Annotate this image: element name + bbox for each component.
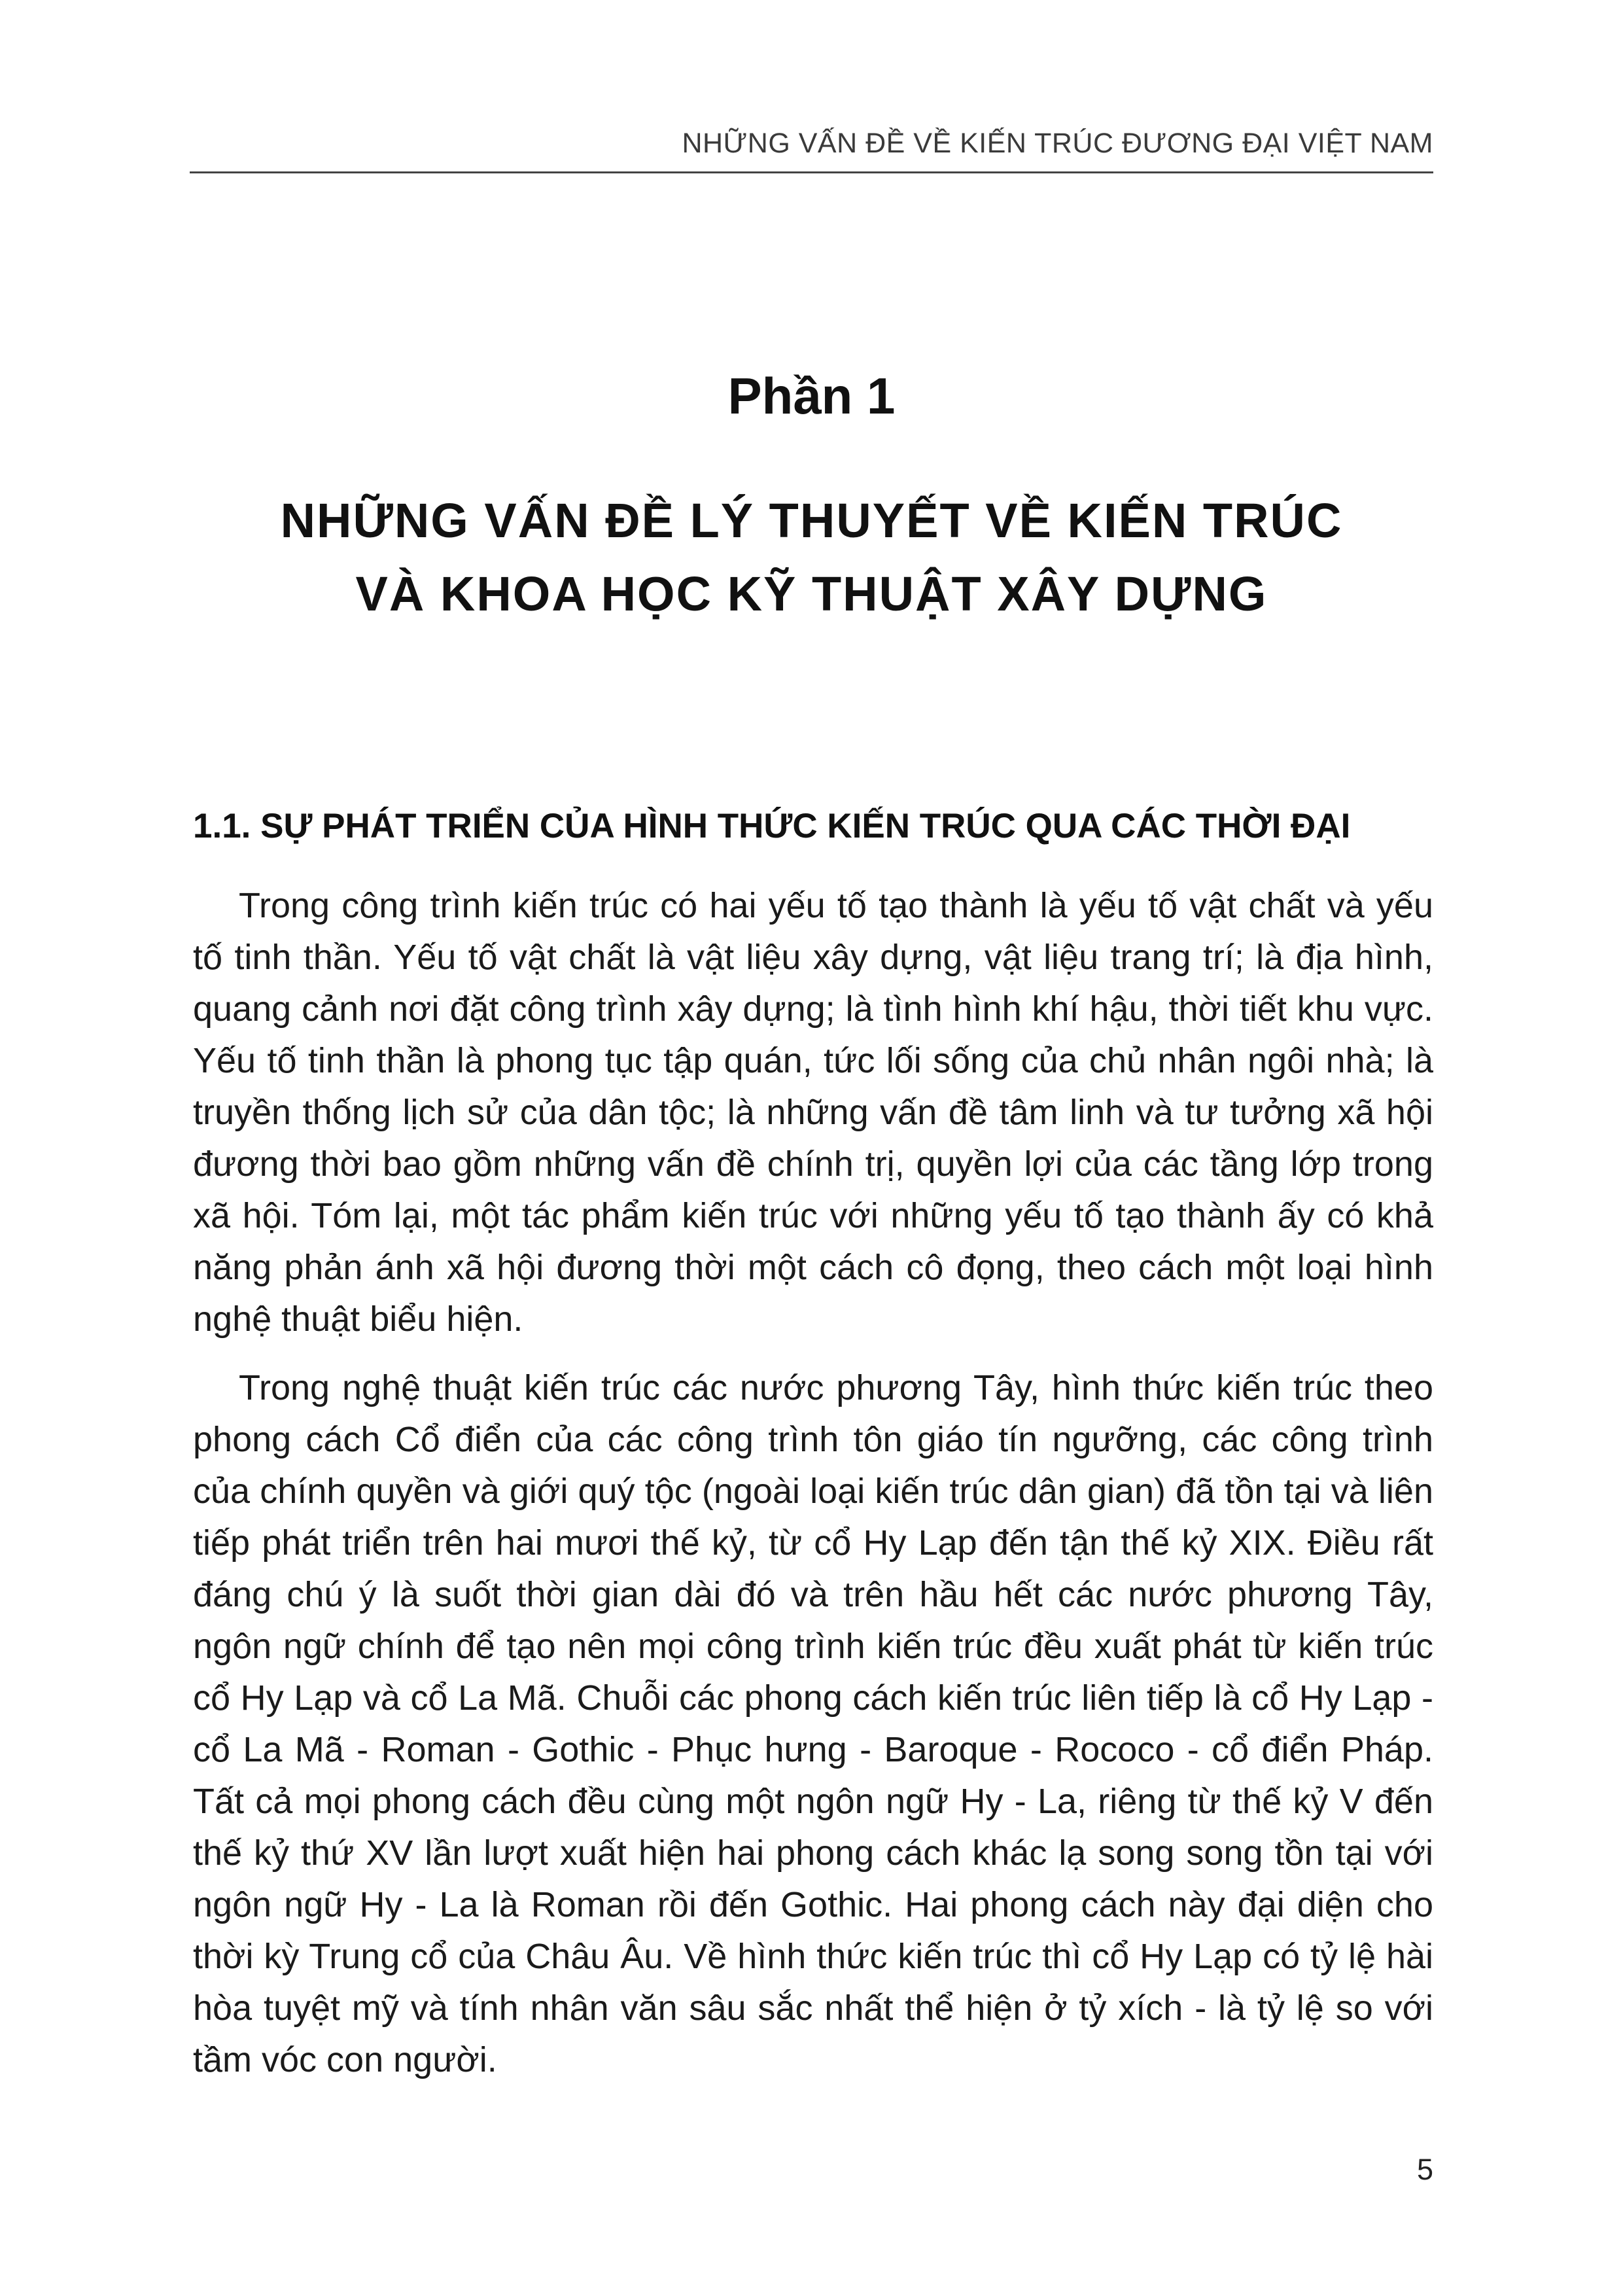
part-title [190, 484, 1433, 631]
header-divider [190, 171, 1433, 173]
part-title-line-2: VÀ KHOA HỌC KỸ THUẬT XÂY DỰNG [355, 567, 1268, 621]
running-header: NHỮNG VẤN ĐỀ VỀ KIẾN TRÚC ĐƯƠNG ĐẠI VIỆT NAM [682, 128, 1433, 159]
part-label: Phần 1 [727, 367, 896, 425]
part-title-line-1: NHỮNG VẤN ĐỀ LÝ THUYẾT VỀ KIẾN TRÚC [280, 493, 1343, 548]
body-text [193, 880, 1433, 2103]
paragraph: Trong công trình kiến trúc có hai yếu tố tạo thành là yếu tố vật chất và yếu tố tinh thần. Yếu tố vật chất là vật liệu xây dựng, vật liệu trang trí; là địa hình, quang cảnh nơi đặt công trình xây dựng; là tình hình khí hậu, thời tiết khu vực. Yếu tố tinh thần là phong tục tập quán, tức lối sống của chủ nhân ngôi nhà; là truyền thống lịch sử của dân tộc; là những vấn đề tâm linh và tư tưởng xã hội đương thời bao gồm những vấn đề chính trị, quyền lợi của các tầng lớp trong xã hội. Tóm lại, một tác phẩm kiến trúc với những yếu tố tạo thành ấy có khả năng phản ánh xã hội đương thời một cách cô đọng, theo cách một loại hình nghệ thuật biểu hiện. [193, 886, 1433, 1339]
section-heading: 1.1. SỰ PHÁT TRIỂN CỦA HÌNH THỨC KIẾN TRÚC QUA CÁC THỜI ĐẠI [193, 807, 1351, 845]
page-number: 5 [1416, 2153, 1433, 2186]
paragraph: Trong nghệ thuật kiến trúc các nước phương Tây, hình thức kiến trúc theo phong cách Cổ điển của các công trình tôn giáo tín ngưỡng, các công trình của chính quyền và giới quý tộc (ngoài loại kiến trúc dân gian) đã tồn tại và liên tiếp phát triển trên hai mươi thế kỷ, từ cổ Hy Lạp đến tận thế kỷ XIX. Điều rất đáng chú ý là suốt thời gian dài đó và trên hầu hết các nước phương Tây, ngôn ngữ chính để tạo nên mọi công trình kiến trúc đều xuất phát từ kiến trúc cổ Hy Lạp và cổ La Mã. Chuỗi các phong cách kiến trúc liên tiếp là cổ Hy Lạp - cổ La Mã - Roman - Gothic - Phục hưng - Baroque - Rococo - cổ điển Pháp. Tất cả mọi phong cách đều cùng một ngôn ngữ Hy - La, riêng từ thế kỷ V đến thế kỷ thứ XV lần lượt xuất hiện hai phong cách khác lạ song song tồn tại với ngôn ngữ Hy - La là Roman rồi đến Gothic. Hai phong cách này đại diện cho thời kỳ Trung cổ của Châu Âu. Về hình thức kiến trúc thì cổ Hy Lạp có tỷ lệ hài hòa tuyệt mỹ và tính nhân văn sâu sắc nhất thể hiện ở tỷ xích - là tỷ lệ so với tầm vóc con người. [193, 1368, 1433, 2079]
